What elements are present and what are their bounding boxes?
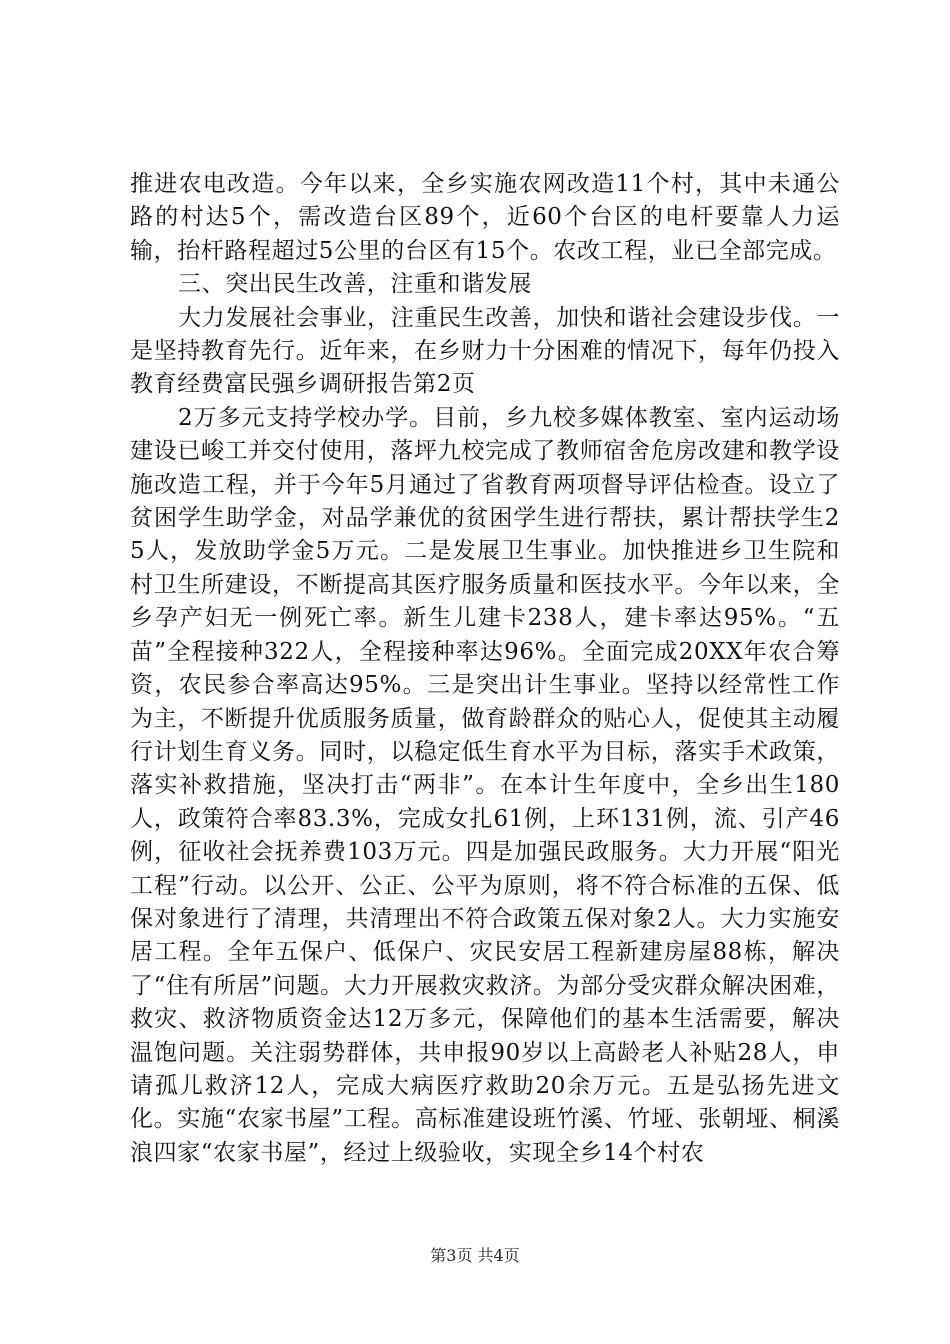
- page-footer: [0, 1243, 950, 1266]
- paragraph-electric-upgrade: 推进农电改造。今年以来，全乡实施农网改造11个村，其中未通公路的村达5个，需改造台区89个，近60个台区的电杆要靠人力运输，抬杆路程超过5公里的台区有15个。农改工程，业已全部完成。: [130, 171, 840, 264]
- paragraph-education-health-welfare: 2万多元支持学校办学。目前，乡九校多媒体教室、室内运动场建设已峻工并交付使用，落坪九校完成了教师宿舍危房改建和教学设施改造工程，并于今年5月通过了省教育两项督导评估检查。设立了贫困学生助学金，对品学兼优的贫困学生进行帮扶，累计帮扶学生25人，发放助学金5万元。二是发展卫生事业。加快推进乡卫生院和村卫生所建设，不断提高其医疗服务质量和医技水平。今年以来，全乡孕产妇无一例死亡率。新生儿建卡238人，建卡率达95%。“五苗”全程接种322人，全程接种率达96%。全面完成20XX年农合筹资，农民参合率高达95%。三是突出计生事业。坚持以经常性工作为主，不断提升优质服务质量，做育龄群众的贴心人，促使其主动履行计划生育义务。同时，以稳定低生育水平为目标，落实手术政策，落实补救措施，坚决打击“两非”。在本计生年度中，全乡出生180人，政策符合率83.3%，完成女扎61例，上环131例，流、引产46例，征收社会抚养费103万元。四是加强民政服务。大力开展“阳光工程”行动。以公开、公正、公平为原则，将不符合标准的五保、低保对象进行了清理，共清理出不符合政策五保对象2人。大力实施安居工程。全年五保户、低保户、灾民安居工程新建房屋88栋，解决了“住有所居”问题。大力开展救灾救济。为部分受灾群众解决困难，救灾、救济物质资金达12万多元，保障他们的基本生活需要，解决温饱问题。关注弱势群体，共申报90岁以上高龄老人补贴28人，申请孤儿救济12人，完成大病医疗救助20余万元。五是弘扬先进文化。实施“农家书屋”工程。高标准建设班竹溪、竹垭、张朝垭、桐溪浪四家“农家书屋”，经过上级验收，实现全乡14个村农: [130, 404, 840, 1166]
- paragraph-social-undertakings: 大力发展社会事业，注重民生改善，加快和谐社会建设步伐。一是坚持教育先行。近年来，在乡财力十分困难的情况下，每年仍投入教育经费富民强乡调研报告第2页: [130, 304, 840, 398]
- section-heading-livelihood: 三、突出民生改善，注重和谐发展: [178, 271, 532, 298]
- document-body: [130, 168, 840, 1170]
- page-number-label: 第3页 共4页: [430, 1246, 520, 1265]
